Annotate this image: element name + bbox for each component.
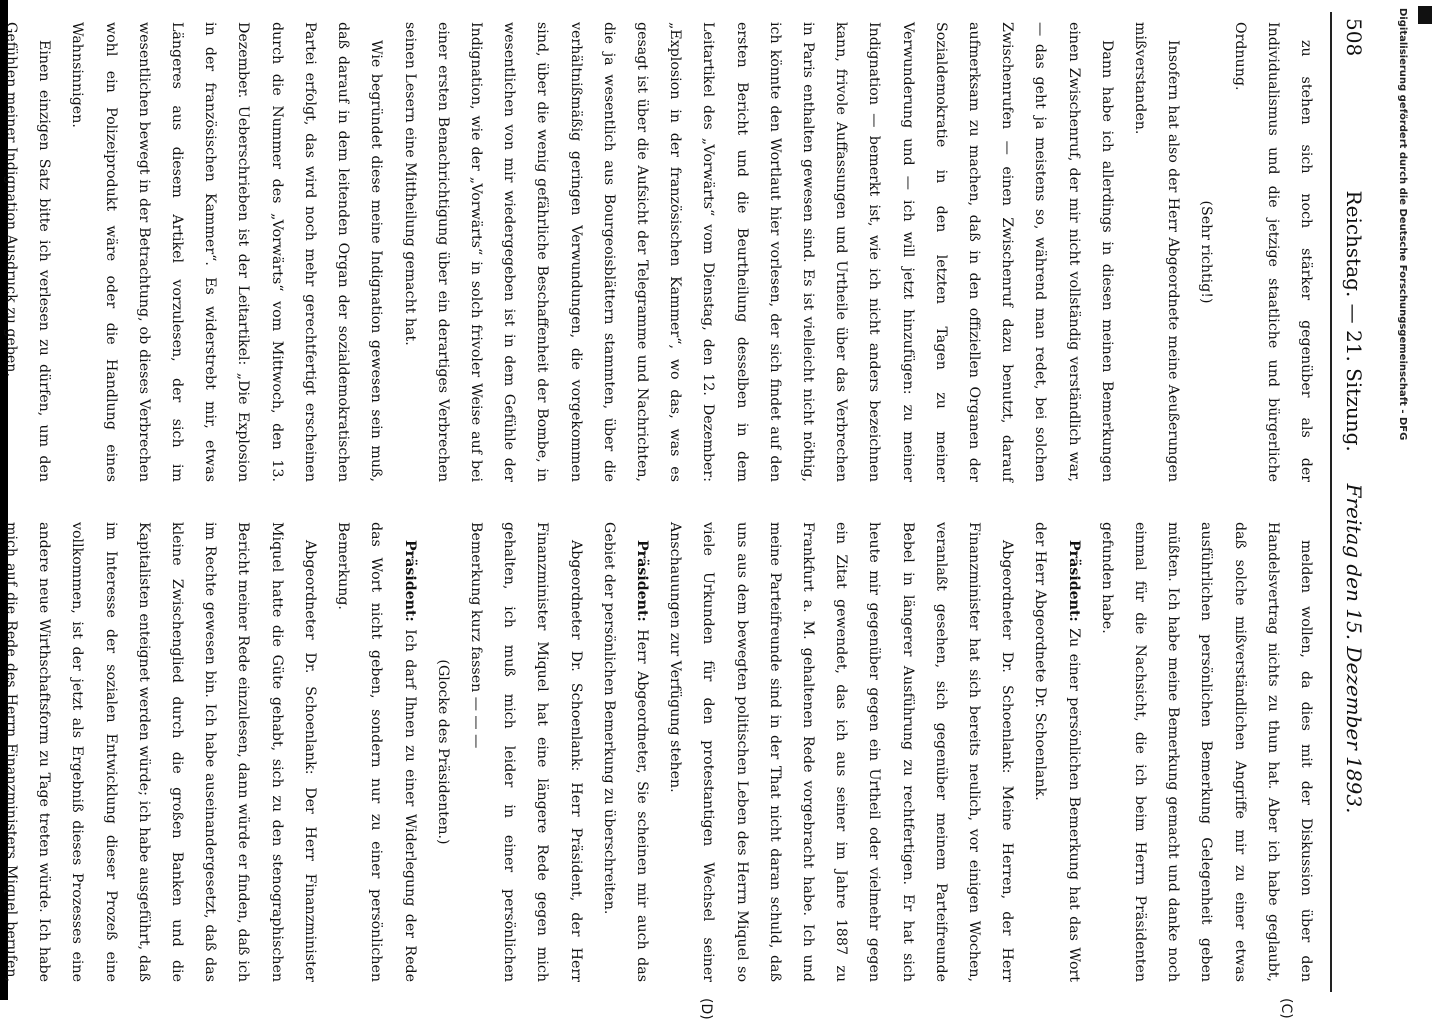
paragraph — [592, 522, 658, 982]
paragraph — [426, 522, 459, 982]
paragraph — [1222, 22, 1322, 482]
margin-mark-c: (C) — [1278, 998, 1294, 1019]
digitization-note: Digitalisierung gefördert durch die Deutsche Forschungsgemeinschaft - DFG — [1397, 8, 1408, 441]
speaker-label: Präsident: — [633, 540, 650, 622]
session-date: Freitag den 15. Dezember 1893. — [1342, 483, 1366, 814]
margin-mark-d: (D) — [698, 998, 714, 1020]
paragraph-text: Insofern hat also der Herr Abgeordnete meine Aeußerungen mißverstanden. — [1131, 22, 1182, 482]
paragraph — [60, 22, 392, 482]
dfg-logo-icon — [1418, 6, 1432, 24]
paragraph — [459, 522, 592, 982]
paragraph-text: Wie begründet diese meine Indignation gewesen sein muß, daß darauf in dem leitenden Organ der sozialdemokratischen Partei erfolgt, das wird noch mehr gerechtfertigt erscheinen durch die Nummer des „Vorwärts“ vom Mittwoch, den 13. Dezember. Ueberschrieben ist der Leitartikel: „Die Explosion in der französischen Kammer“. Es widerstrebt mir, etwas Längeres aus diesem Artikel vorzulesen, der sich im wesentlichen bewegt in der Betrachtung, ob dieses Verbrechen wohl ein Polizeiprodukt wäre oder die Handlung eines Wahnsinnigen. — [69, 22, 385, 482]
paragraph-text: Zu einer persönlichen Bemerkung hat das Wort der Herr Abgeordnete Dr. Schoenlank. — [1032, 522, 1082, 982]
header-rule — [1330, 12, 1332, 992]
paragraph-text: Abgeordneter Dr. Schoenlank: Herr Präsident, der Herr Finanzminister Miquel hat eine längere Rede gegen mich gehalten, ich muß mich leider in einer persönlichen Bemerkung kurz fassen — — — — [467, 522, 584, 982]
speaker-label: Präsident: — [1065, 540, 1082, 622]
paragraph — [0, 22, 60, 482]
paragraph — [658, 522, 1023, 982]
paragraph-text: Einen einzigen Satz bitte ich verlesen zu dürfen, um den Gefühlen meiner Indignation Ausdruck zu geben. — [3, 22, 53, 482]
paragraph-text: Abgeordneter Dr. Schoenlank: Meine Herren, der Herr Finanzminister hat sich bereits neulich, vor einigen Wochen, veranlaßt gesehen, sich gegenüber meinem Parteifreunde Bebel in längerer Ausführung zu rechtfertigen. Er hat sich heute mir gegenüber gegen ein Urtheil oder vielmehr gegen ein Zitat gewendet, das ich aus seiner im Jahre 1887 zu Frankfurt a. M. gehaltenen Rede vorgebracht habe. Ich und meine Parteifreunde sind in der That nicht daran schuld, daß uns aus dem bewegten politischen Leben des Herrn Miquel so viele Urkunden für den protestantigen Wechsel seiner Anschauungen zur Verfügung stehen. — [667, 522, 1016, 982]
page-header — [1336, 12, 1372, 992]
paragraph-text: (Sehr richtig!) — [1198, 200, 1215, 304]
paragraph — [1023, 522, 1089, 982]
paragraph-text: Herr Abgeordneter, Sie scheinen mir auch das Gebiet der persönlichen Bemerkung zu überschreiten. — [600, 522, 650, 982]
paragraph — [326, 522, 426, 982]
page-number: 508 — [1342, 18, 1366, 57]
document-page — [3, 12, 1372, 1020]
paragraph — [0, 522, 326, 982]
paragraph-text: Ich darf Ihnen zu einer Widerlegung der Rede das Wort nicht geben, sondern nur zu einer persönlichen Bemerkung. — [335, 522, 418, 982]
paragraph — [1123, 22, 1189, 482]
paragraph-text: Dann habe ich allerdings in diesen meinen Bemerkungen einen Zwischenruf, der mir nicht vollständig verständlich war, — das geht ja meistens so, während man redet, bei solchen Zwischenrufen — einen Zwischenruf dazu benutzt, darauf aufmerksam zu machen, daß in den offiziellen Organen der Sozialdemokratie in den letzten Tagen zu meiner Verwunderung und — ich will jetzt hinzufügen: zu meiner Indignation — bemerkt ist, wie ich nicht anders bezeichnen kann, frivole Auffassungen und Urtheile über das Verbrechen in Paris enthalten gewesen sind. Es ist vielleicht nicht nöthig, ich könnte den Wortlaut hier vorlesen, der sich findet auf den ersten Bericht und die Beurtheilung desselben in dem Leitartikel des „Vorwärts“ vom Dienstag, den 12. Dezember: „Explosion in der französischen Kammer“, wo das, was es gesagt ist über die Aufsicht der Telegramme und Nachrichten, die ja wesentlich aus Bourgeoisblättern stammten, über die verhältnißmäßig geringen Verwundungen, die vorgekommen sind, über die wenig gefährliche Beschaffenheit der Bombe, in wesentlichen von mir wiedergegeben ist in dem Gefühle der Indignation, wie der „Vorwärts“ in solch frivoler Weise auf bei einer ersten Benachrichtigung über ein derartiges Verbrechen seinen Lesern eine Mittheilung gemacht hat. — [401, 22, 1115, 482]
paragraph-text: (Glocke des Präsidenten.) — [434, 659, 451, 845]
page-title: Reichstag. — 21. Sitzung. — [1342, 190, 1366, 452]
left-text-column — [3, 22, 1322, 482]
paragraph-text: zu stehen sich noch stärker gegenüber als der Individualismus und die jetzige staatliche und bürgerliche Ordnung. — [1231, 22, 1314, 482]
paragraph-text: Abgeordneter Dr. Schoenlank: Der Herr Finanzminister Miquel hatte die Güte gehabt, sich zu den stenographischen Bericht meiner Rede einzulesen, dann würde er finden, daß ich im Rechte gewesen bin. Ich habe auseinandergesetzt, daß das kleine Zwischenglied durch die großen Banken und die Kapitalisten enteignet werden würde; ich habe ausgeführt, daß im Interesse der sozialen Entwicklung dieser Prozeß eine vollkommen, ist der jetzt als Ergebniß dieses Prozesses eine andere neue Wirthschaftsform zu Tage treten würde. Ich habe mich auf die Rede des Herrn Finanzministers Miquel berufen, — [3, 522, 318, 982]
paragraph — [392, 22, 1122, 482]
paragraph — [1090, 522, 1322, 982]
paragraph — [1189, 22, 1222, 482]
paragraph-text: melden wollen, da dies mit der Diskussion über den Handelsvertrag nichts zu thun hat. Aber ich habe geglaubt, daß solche mißverständlichen Angriffe mir zu einer etwas ausführlichen persönlichen Bemerkung Gelegenheit geben müßten. Ich habe meine Bemerkung gemacht und danke noch einmal für die Nachsicht, die ich beim Herrn Präsidenten gefunden habe. — [1098, 522, 1314, 982]
right-text-column — [3, 522, 1322, 982]
speaker-label: Präsident: — [401, 540, 418, 622]
